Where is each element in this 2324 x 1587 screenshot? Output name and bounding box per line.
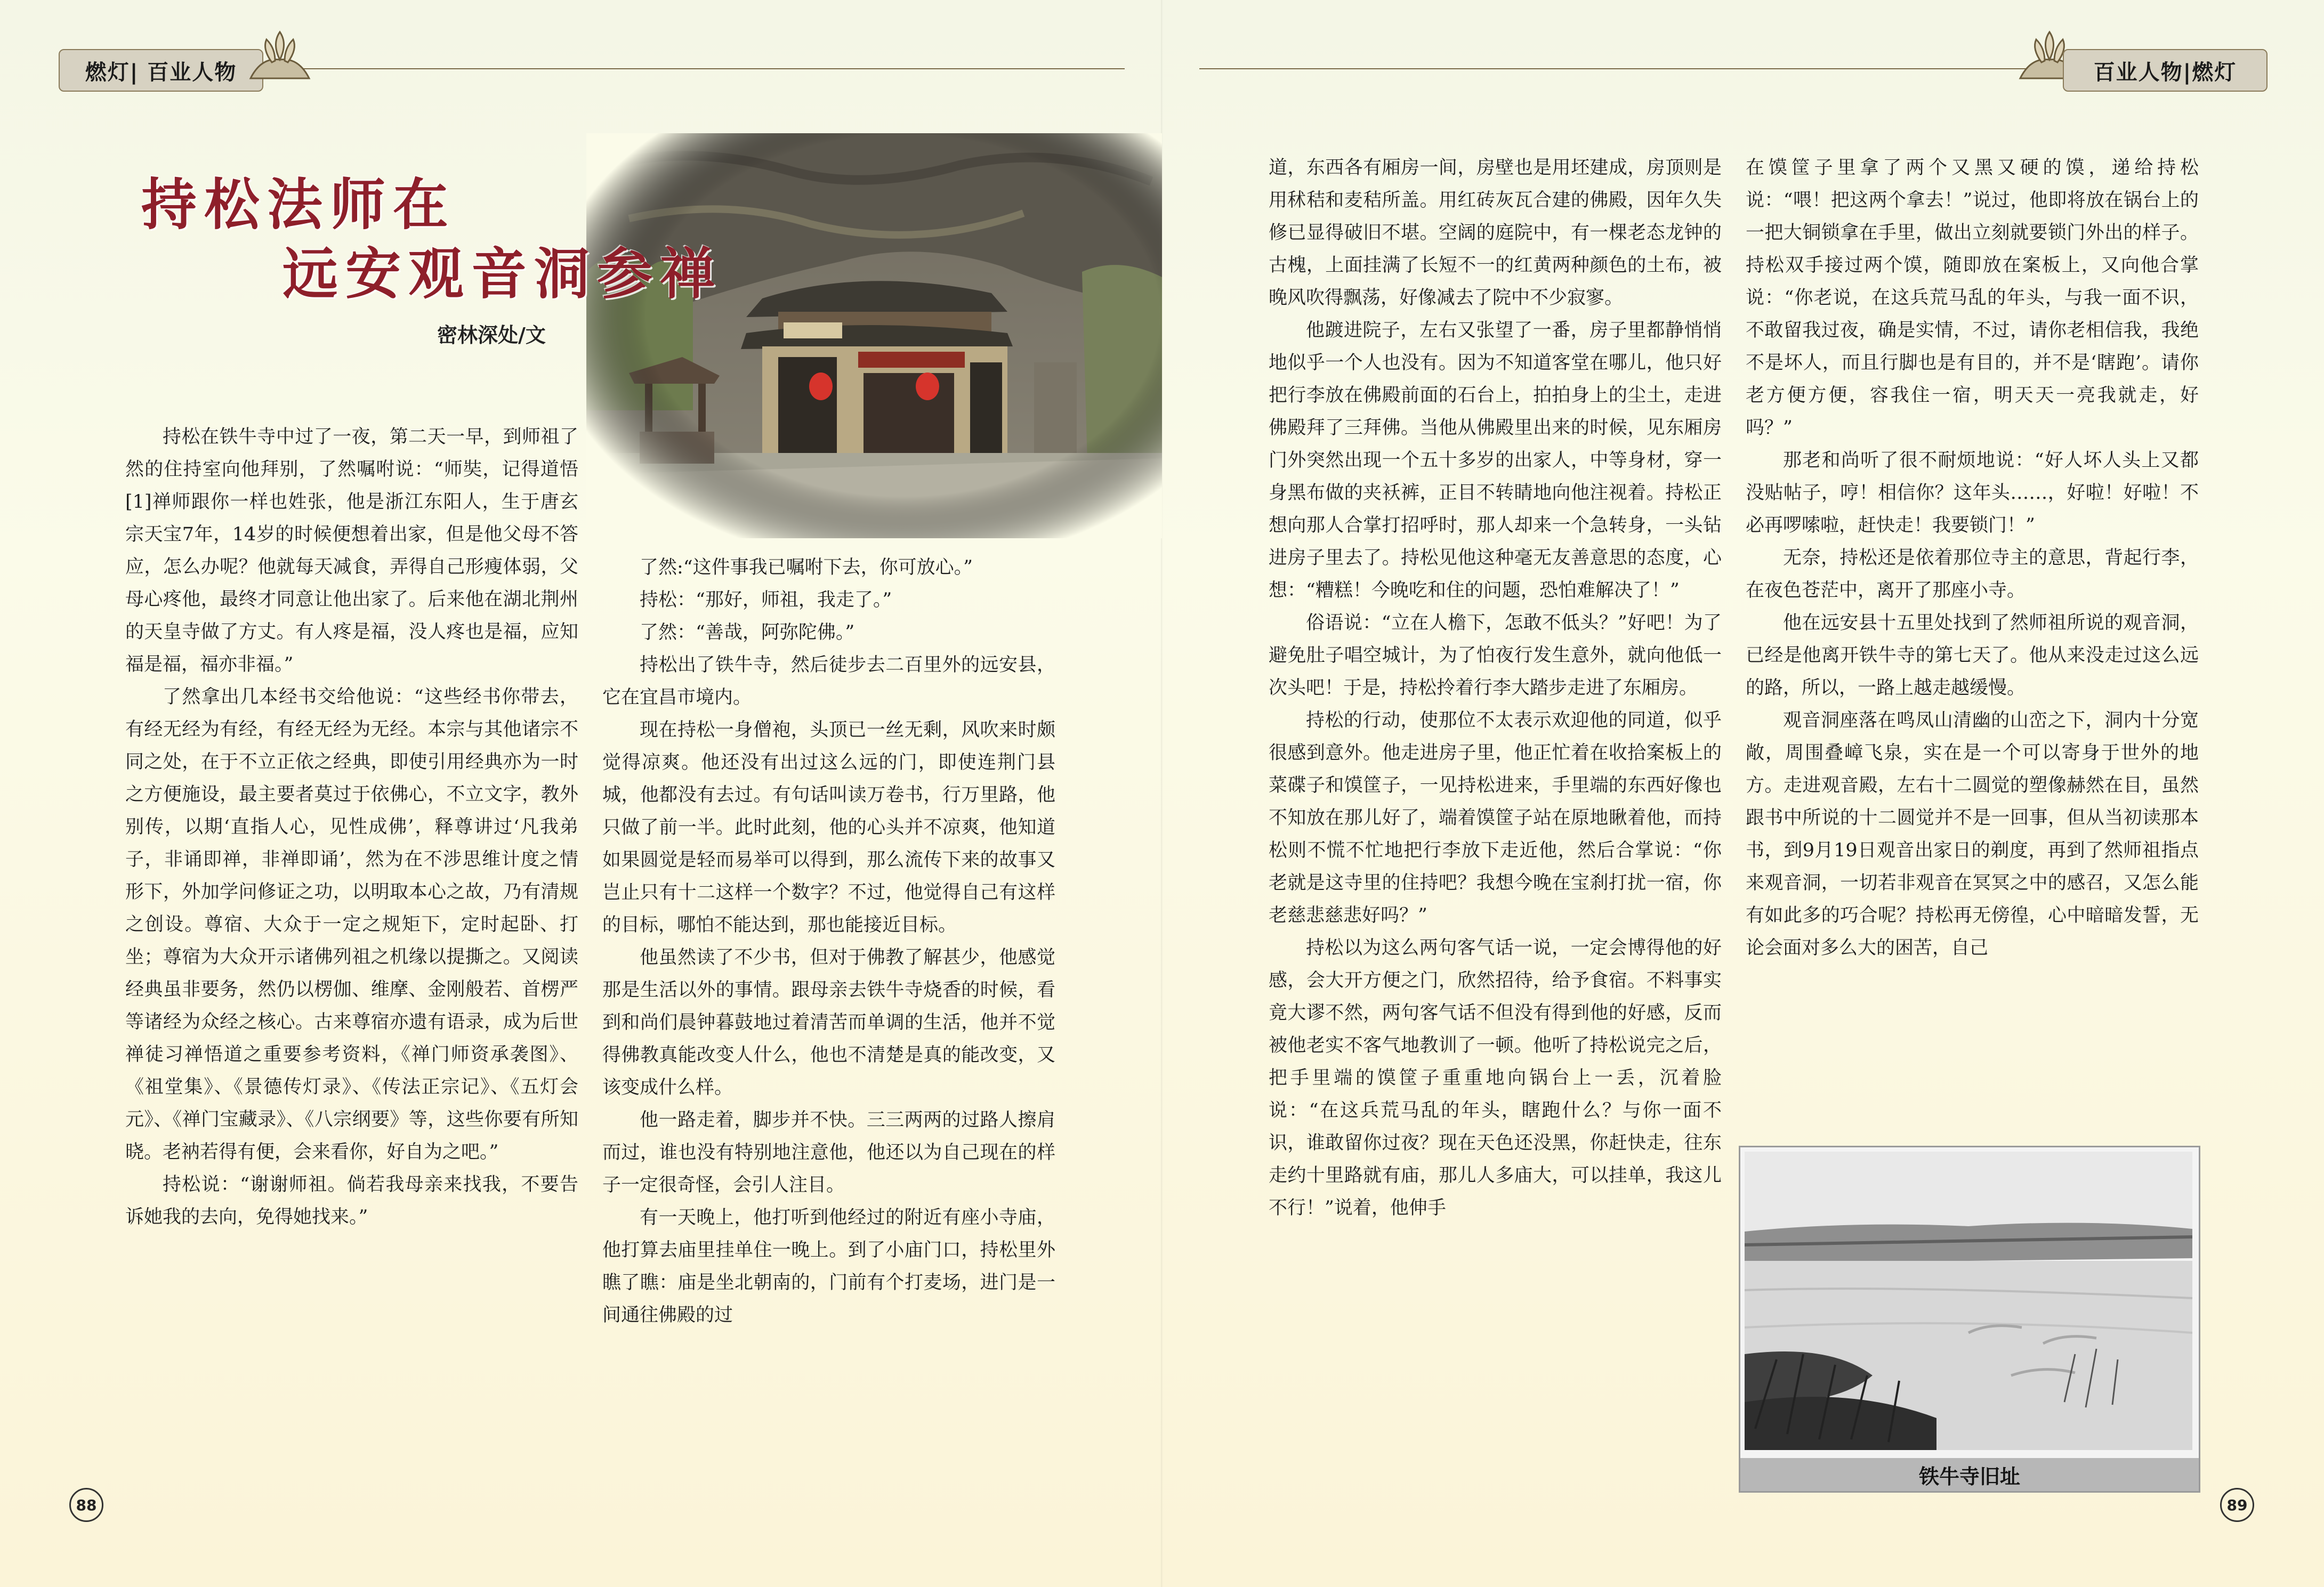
text-column-b <box>602 552 1055 1332</box>
paragraph: 他一路走着，脚步并不快。三三两两的过路人擦肩而过，谁也没有特别地注意他，他还以为自己现在的样子一定很奇怪，会引人注目。 <box>602 1110 1055 1196</box>
article-title-line1: 持松法师在 <box>141 172 456 237</box>
paragraph: 持松的行动，使那位不太表示欢迎他的同道，似乎很感到意外。他走进房子里，他正忙着在收拾案板上的菜碟子和馍筐子，一见持松进来，手里端的东西好像也不知放在那儿好了，端着馍筐子站在原地瞅着他，而持松则不慌不忙地把行李放下走近他，然后合掌说：“你老就是这寺里的住持吧？我想今晚在宝刹打扰一宿，你老慈悲慈悲好吗？” <box>1269 710 1722 926</box>
page-number-right: 89 <box>2220 1488 2254 1522</box>
paragraph: 他在远安县十五里处找到了然师祖所说的观音洞，已经是他离开铁牛寺的第七天了。他从来没走过这么远的路，所以，一路上越走越缓慢。 <box>1746 612 2199 699</box>
section-tab-left: 燃灯| 百业人物 <box>59 49 263 92</box>
paragraph: 有一天晚上，他打听到他经过的附近有座小寺庙，他打算去庙里挂单住一晚上。到了小庙门口，持松里外瞧了瞧：庙是坐北朝南的，门前有个打麦场，进门是一间通往佛殿的过 <box>602 1207 1055 1326</box>
paragraph: 了然:“这件事我已嘱咐下去，你可放心。” <box>640 557 973 578</box>
header-rule <box>1199 68 2063 69</box>
section-tab-right: 百业人物|燃灯 <box>2063 49 2267 92</box>
ruins-field-photo <box>1745 1152 2192 1450</box>
paragraph: 俗语说：“立在人檐下，怎敢不低头？”好吧！为了避免肚子唱空城计，为了怕夜行发生意外，就向他低一次头吧！于是，持松拎着行李大踏步走进了东厢房。 <box>1269 612 1722 699</box>
header-right <box>1199 49 2265 91</box>
lotus-hands-icon <box>240 28 320 86</box>
paragraph: 他踱进院子，左右又张望了一番，房子里都静悄悄地似乎一个人也没有。因为不知道客堂在哪儿，他只好把行李放在佛殿前面的石台上，拍拍身上的尘土，走进佛殿拜了三拜佛。当他从佛殿里出来的时候，见东厢房门外突然出现一个五十多岁的出家人，中等身材，穿一身黑布做的夹袄裤，正目不转睛地向他注视着。持松正想向那人合掌打招呼时，那人却来一个急转身，一头钻进房子里去了。持松见他这种毫无友善意思的态度，心想：“糟糕！今晚吃和住的问题，恐怕难解决了！” <box>1269 320 1722 601</box>
paragraph: 观音洞座落在鸣凤山清幽的山峦之下，洞内十分宽敞，周围叠嶂飞泉，实在是一个可以寄身于世外的地方。走进观音殿，左右十二圆觉的塑像赫然在目，虽然跟书中所说的十二圆觉并不是一回事，但从当初读那本书，到9月19日观音出家日的剃度，再到了然师祖指点来观音洞，一切若非观音在冥冥之中的感召，又怎么能有如此多的巧合呢？持松再无傍徨，心中暗暗发誓，无论会面对多么大的困苦，自己 <box>1746 710 2199 959</box>
paragraph: 那老和尚听了很不耐烦地说：“好人坏人头上又都没贴帖子，哼！相信你？这年头……，好啦！好啦！不必再啰嗦啦，赶快走！我要锁门！” <box>1746 450 2199 536</box>
paragraph: 持松在铁牛寺中过了一夜，第二天一早，到师祖了然的住持室向他拜别，了然嘱咐说：“师奘，记得道悟[1]禅师跟你一样也姓张，他是浙江东阳人，生于唐玄宗天宝7年，14岁的时候便想着出家，但是他父母不答应，怎么办呢？他就每天减食，弄得自己形瘦体弱，父母心疼他，最终才同意让他出家了。后来他在湖北荆州的天皇寺做了方丈。有人疼是福，没人疼也是福，应知福是福，福亦非福。” <box>125 426 578 675</box>
article-title-line2: 远安观音洞参禅 <box>283 241 723 306</box>
text-column-c <box>1269 152 1722 1225</box>
header-rule <box>261 68 1125 69</box>
paragraph: 他虽然读了不少书，但对于佛教了解甚少，他感觉那是生活以外的事情。跟母亲去铁牛寺烧香的时候，看到和尚们晨钟暮鼓地过着清苦而单调的生活，他并不觉得佛教真能改变人什么，他也不清楚是真的能改变，又该变成什么样。 <box>602 947 1055 1098</box>
paragraph: 道，东西各有厢房一间，房壁也是用坯建成，房顶则是用秫秸和麦秸所盖。用红砖灰瓦合建的佛殿，因年久失修已显得破旧不堪。空阔的庭院中，有一棵老态龙钟的古槐，上面挂满了长短不一的红黄两种颜色的土布，被晚风吹得飘荡，好像减去了院中不少寂寥。 <box>1269 157 1722 309</box>
page-number-left: 88 <box>69 1488 103 1522</box>
text-column-d <box>1746 152 2199 965</box>
paragraph: 了然拿出几本经书交给他说：“这些经书你带去，有经无经为有经，有经无经为无经。本宗与其他诸宗不同之处，在于不立正依之经典，即使引用经典亦为一时之方便施设，最主要者莫过于依佛心，不立文字，教外别传，以期‘直指人心，见性成佛’，释尊讲过‘凡我弟子，非诵即禅，非禅即诵’，然为在不涉思维计度之情形下，外加学问修证之功，以明取本心之故，乃有清规之创设。尊宿、大众于一定之规矩下，定时起卧、打坐；尊宿为大众开示诸佛列祖之机缘以提撕之。又阅读经典虽非要务，然仍以楞伽、维摩、金刚般若、首楞严等诸经为众经之核心。古来尊宿亦遗有语录，成为后世禅徒习禅悟道之重要参考资料，《禅门师资承袭图》、《祖堂集》、《景德传灯录》、《传法正宗记》、《五灯会元》、《禅门宝藏录》、《八宗纲要》等，这些你要有所知晓。老衲若得有便，会来看你，好自为之吧。” <box>125 686 578 1163</box>
paragraph: 了然：“善哉，阿弥陀佛。” <box>640 622 855 643</box>
photo-caption: 铁牛寺旧址 <box>1740 1458 2199 1491</box>
paragraph: 持松：“那好，师祖，我走了。” <box>640 589 892 611</box>
paragraph: 持松以为这么两句客气话一说，一定会博得他的好感，会大开方便之门，欣然招待，给予食宿。不料事实竟大谬不然，两句客气话不但没有得到他的好感，反而被他老实不客气地教训了一顿。他听了持松说完之后，把手里端的馍筐子重重地向锅台上一丢，沉着脸说：“在这兵荒马乱的年头，瞎跑什么？与你一面不识，谁敢留你过夜？现在天色还没黑，你赶快走，往东走约十里路就有庙，那儿人多庙大，可以挂单，我这儿不行！”说着，他伸手 <box>1269 937 1722 1219</box>
byline: 密林深处/文 <box>437 323 546 347</box>
header-left <box>59 49 1125 91</box>
text-column-a <box>125 421 578 1234</box>
temple-cave-photo <box>586 133 1162 538</box>
paragraph: 现在持松一身僧袍，头顶已一丝无剩，风吹来时颇觉得凉爽。他还没有出过这么远的门，即使连荆门县城，他都没有去过。有句话叫读万卷书，行万里路，他只做了前一半。此时此刻，他的心头并不凉爽，他知道如果圆觉是轻而易举可以得到，那么流传下来的故事又岂止只有十二这样一个数字？不过，他觉得自己有这样的目标，哪怕不能达到，那也能接近目标。 <box>602 719 1055 936</box>
paragraph: 在馍筐子里拿了两个又黑又硬的馍，递给持松说：“喂！把这两个拿去！”说过，他即将放在锅台上的一把大铜锁拿在手里，做出立刻就要锁门外出的样子。持松双手接过两个馍，随即放在案板上，又向他合掌说：“你老说，在这兵荒马乱的年头，与我一面不识，不敢留我过夜，确是实情，不过，请你老相信我，我绝不是坏人，而且行脚也是有目的，并不是‘瞎跑’。请你老方便方便，容我住一宿，明天天一亮我就走，好吗？” <box>1746 157 2199 439</box>
ruins-photo-frame <box>1739 1146 2200 1493</box>
paragraph: 持松说：“谢谢师祖。倘若我母亲来找我，不要告诉她我的去向，免得她找来。” <box>125 1174 578 1228</box>
paragraph: 无奈，持松还是依着那位寺主的意思，背起行李，在夜色苍茫中，离开了那座小寺。 <box>1746 547 2199 601</box>
paragraph: 持松出了铁牛寺，然后徒步去二百里外的远安县，它在宜昌市境内。 <box>602 654 1055 708</box>
